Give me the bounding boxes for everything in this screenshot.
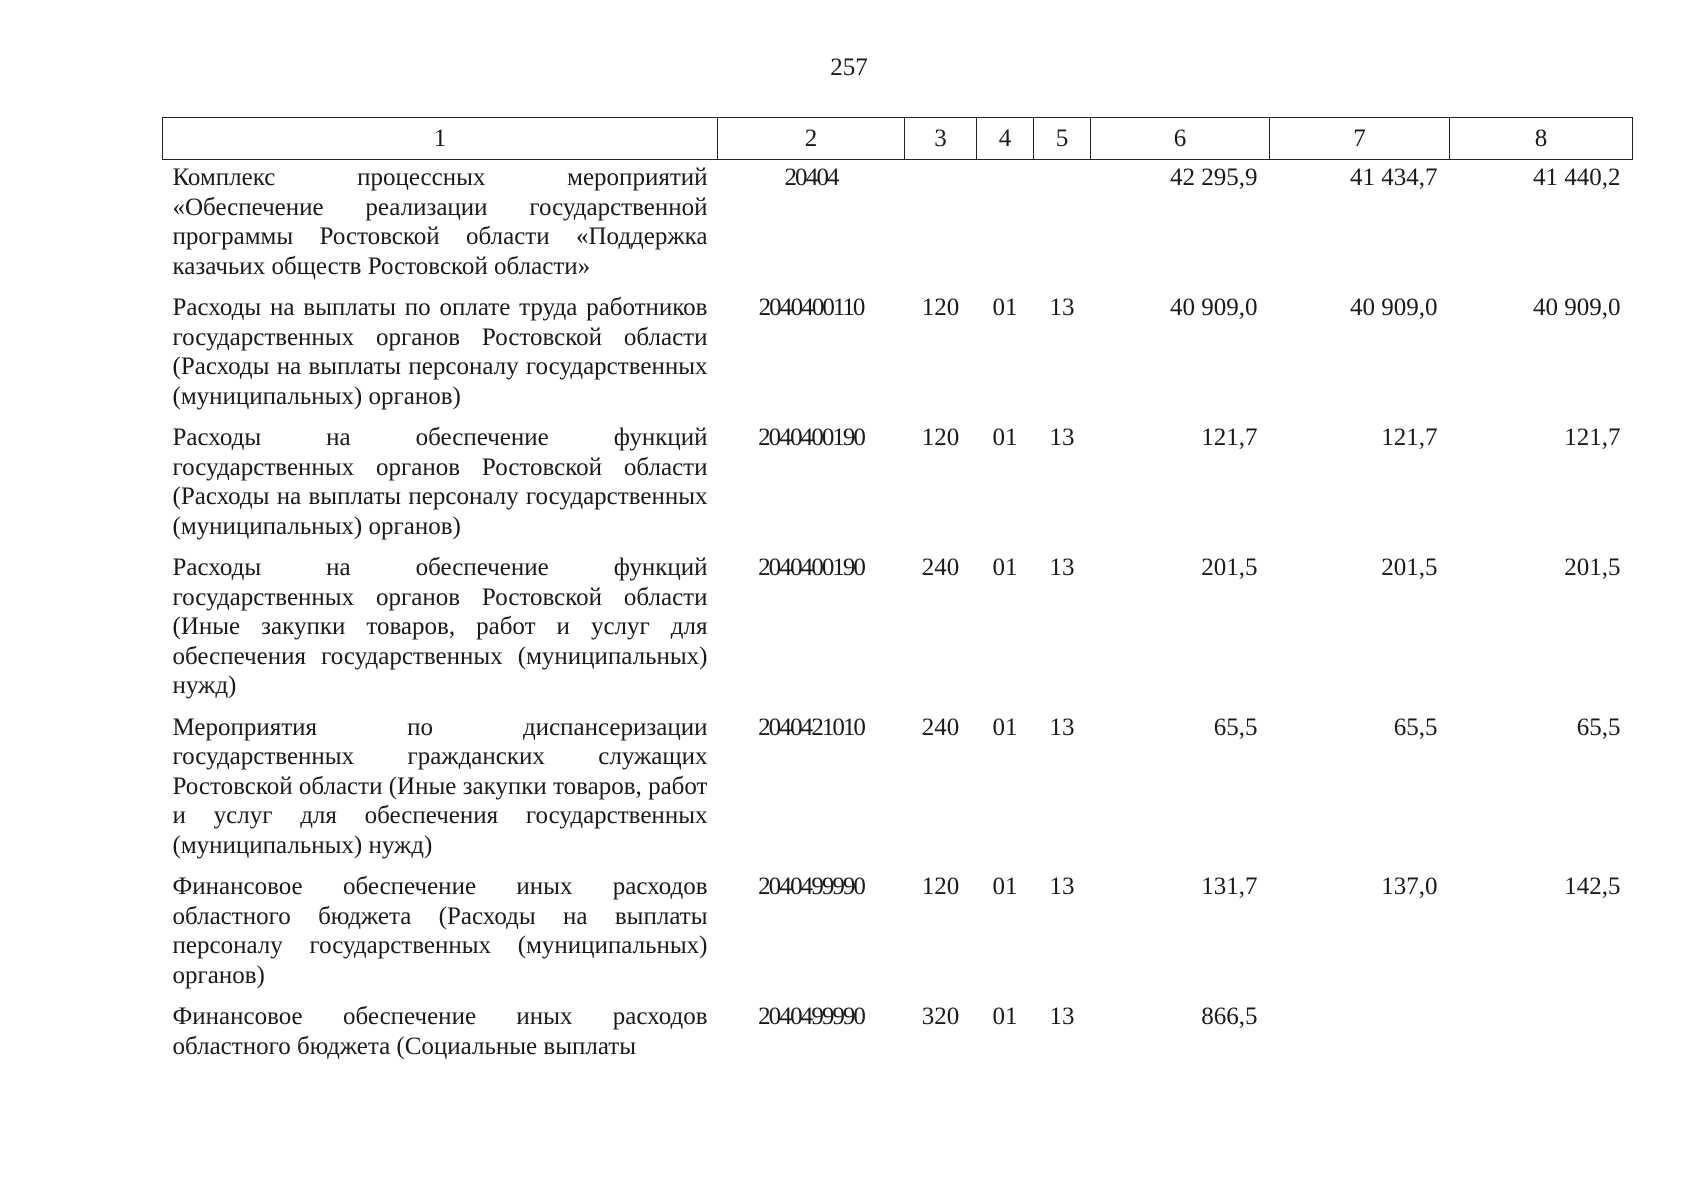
row-col-4: 01 — [992, 424, 1018, 451]
header-col-2: 2 — [718, 118, 905, 160]
row-col-4: 01 — [992, 1003, 1018, 1030]
row-code: 20 4 04 — [784, 164, 838, 191]
row-amount-8: 41 440,2 — [1533, 164, 1621, 191]
row-amount-6: 201,5 — [1201, 554, 1258, 581]
row-col-4: 01 — [992, 554, 1018, 581]
row-amount-8: 121,7 — [1564, 424, 1621, 451]
row-col-5: 13 — [1049, 873, 1075, 900]
row-name: Расходы на обеспечение функций государственных органов Ростовской области (Иные закупки товаров, работ и услуг для обеспечения государственных (муниципальных) нужд) — [172, 554, 708, 699]
row-amount-8: 40 909,0 — [1533, 294, 1621, 321]
table-row — [163, 999, 1633, 1070]
header-col-8: 8 — [1450, 118, 1633, 160]
row-col-5: 13 — [1049, 424, 1075, 451]
row-amount-8: 201,5 — [1564, 554, 1621, 581]
row-col-5: 13 — [1049, 294, 1075, 321]
row-col-3: 120 — [921, 424, 960, 451]
header-col-1: 1 — [163, 118, 718, 160]
table-row — [163, 290, 1633, 420]
table-row — [163, 160, 1633, 291]
row-amount-7: 121,7 — [1381, 424, 1438, 451]
row-col-4: 01 — [992, 294, 1018, 321]
row-code: 20 4 04 99990 — [758, 873, 864, 900]
header-col-3: 3 — [905, 118, 977, 160]
table-header — [163, 118, 1633, 160]
row-code: 20 4 04 21010 — [758, 713, 864, 741]
header-col-6: 6 — [1091, 118, 1270, 160]
row-amount-7: 40 909,0 — [1350, 294, 1438, 321]
row-amount-6: 65,5 — [1213, 713, 1258, 741]
table-row — [163, 420, 1633, 550]
row-col-4: 01 — [992, 873, 1018, 900]
row-code: 20 4 04 00110 — [758, 294, 864, 321]
row-amount-8 — [1450, 999, 1633, 1070]
row-col-4 — [977, 160, 1034, 291]
row-col-3 — [905, 160, 977, 291]
row-col-3: 120 — [921, 294, 960, 321]
row-amount-6: 40 909,0 — [1170, 294, 1258, 321]
row-amount-8: 142,5 — [1564, 873, 1621, 900]
row-col-3: 240 — [921, 554, 960, 581]
row-name: Расходы на выплаты по оплате труда работников государственных органов Ростовской области (Расходы на выплаты персоналу государственных (муниципальных) органов) — [172, 294, 708, 410]
row-name: Расходы на обеспечение функций государственных органов Ростовской области (Расходы на выплаты персоналу государственных (муниципальных) органов) — [172, 424, 708, 540]
budget-table — [162, 117, 1633, 1070]
row-amount-6: 866,5 — [1201, 1003, 1258, 1030]
table-row — [163, 869, 1633, 999]
row-name: Финансовое обеспечение иных расходов областного бюджета (Расходы на выплаты персоналу государственных (муниципальных) органов) — [172, 873, 708, 989]
row-col-4: 01 — [992, 713, 1018, 741]
row-col-5: 13 — [1049, 554, 1075, 581]
row-amount-6: 121,7 — [1201, 424, 1258, 451]
row-col-3: 320 — [921, 1003, 960, 1030]
header-col-5: 5 — [1034, 118, 1091, 160]
row-col-3: 240 — [921, 713, 960, 741]
row-name: Мероприятия по диспансеризации государственных гражданских служащих Ростовской области (Иные закупки товаров, работ и услуг для обеспечения государственных (муниципальных) нужд) — [172, 713, 708, 859]
table-body — [163, 160, 1633, 1071]
row-amount-8: 65,5 — [1576, 713, 1621, 741]
table-row — [163, 550, 1633, 710]
row-amount-6: 42 295,9 — [1170, 164, 1258, 191]
row-col-3: 120 — [921, 873, 960, 900]
row-col-5: 13 — [1049, 1003, 1075, 1030]
row-code: 20 4 04 00190 — [758, 554, 864, 581]
row-col-5 — [1034, 160, 1091, 291]
row-amount-7 — [1270, 999, 1450, 1070]
row-amount-7: 137,0 — [1381, 873, 1438, 900]
row-name: Финансовое обеспечение иных расходов областного бюджета (Социальные выплаты — [172, 1003, 708, 1060]
row-amount-7: 201,5 — [1381, 554, 1438, 581]
row-col-5: 13 — [1049, 713, 1075, 741]
row-amount-7: 65,5 — [1393, 713, 1438, 741]
header-col-7: 7 — [1270, 118, 1450, 160]
header-col-4: 4 — [977, 118, 1034, 160]
row-amount-6: 131,7 — [1201, 873, 1258, 900]
row-code: 20 4 04 00190 — [758, 424, 864, 451]
row-amount-7: 41 434,7 — [1350, 164, 1438, 191]
row-name: Комплекс процессных мероприятий «Обеспечение реализации государственной программы Ростовской области «Поддержка казачьих обществ Ростовской области» — [172, 164, 708, 280]
page-number: 257 — [830, 54, 868, 81]
row-code: 20 4 04 99990 — [758, 1003, 864, 1030]
table-row — [163, 710, 1633, 870]
header-row — [163, 118, 1633, 160]
